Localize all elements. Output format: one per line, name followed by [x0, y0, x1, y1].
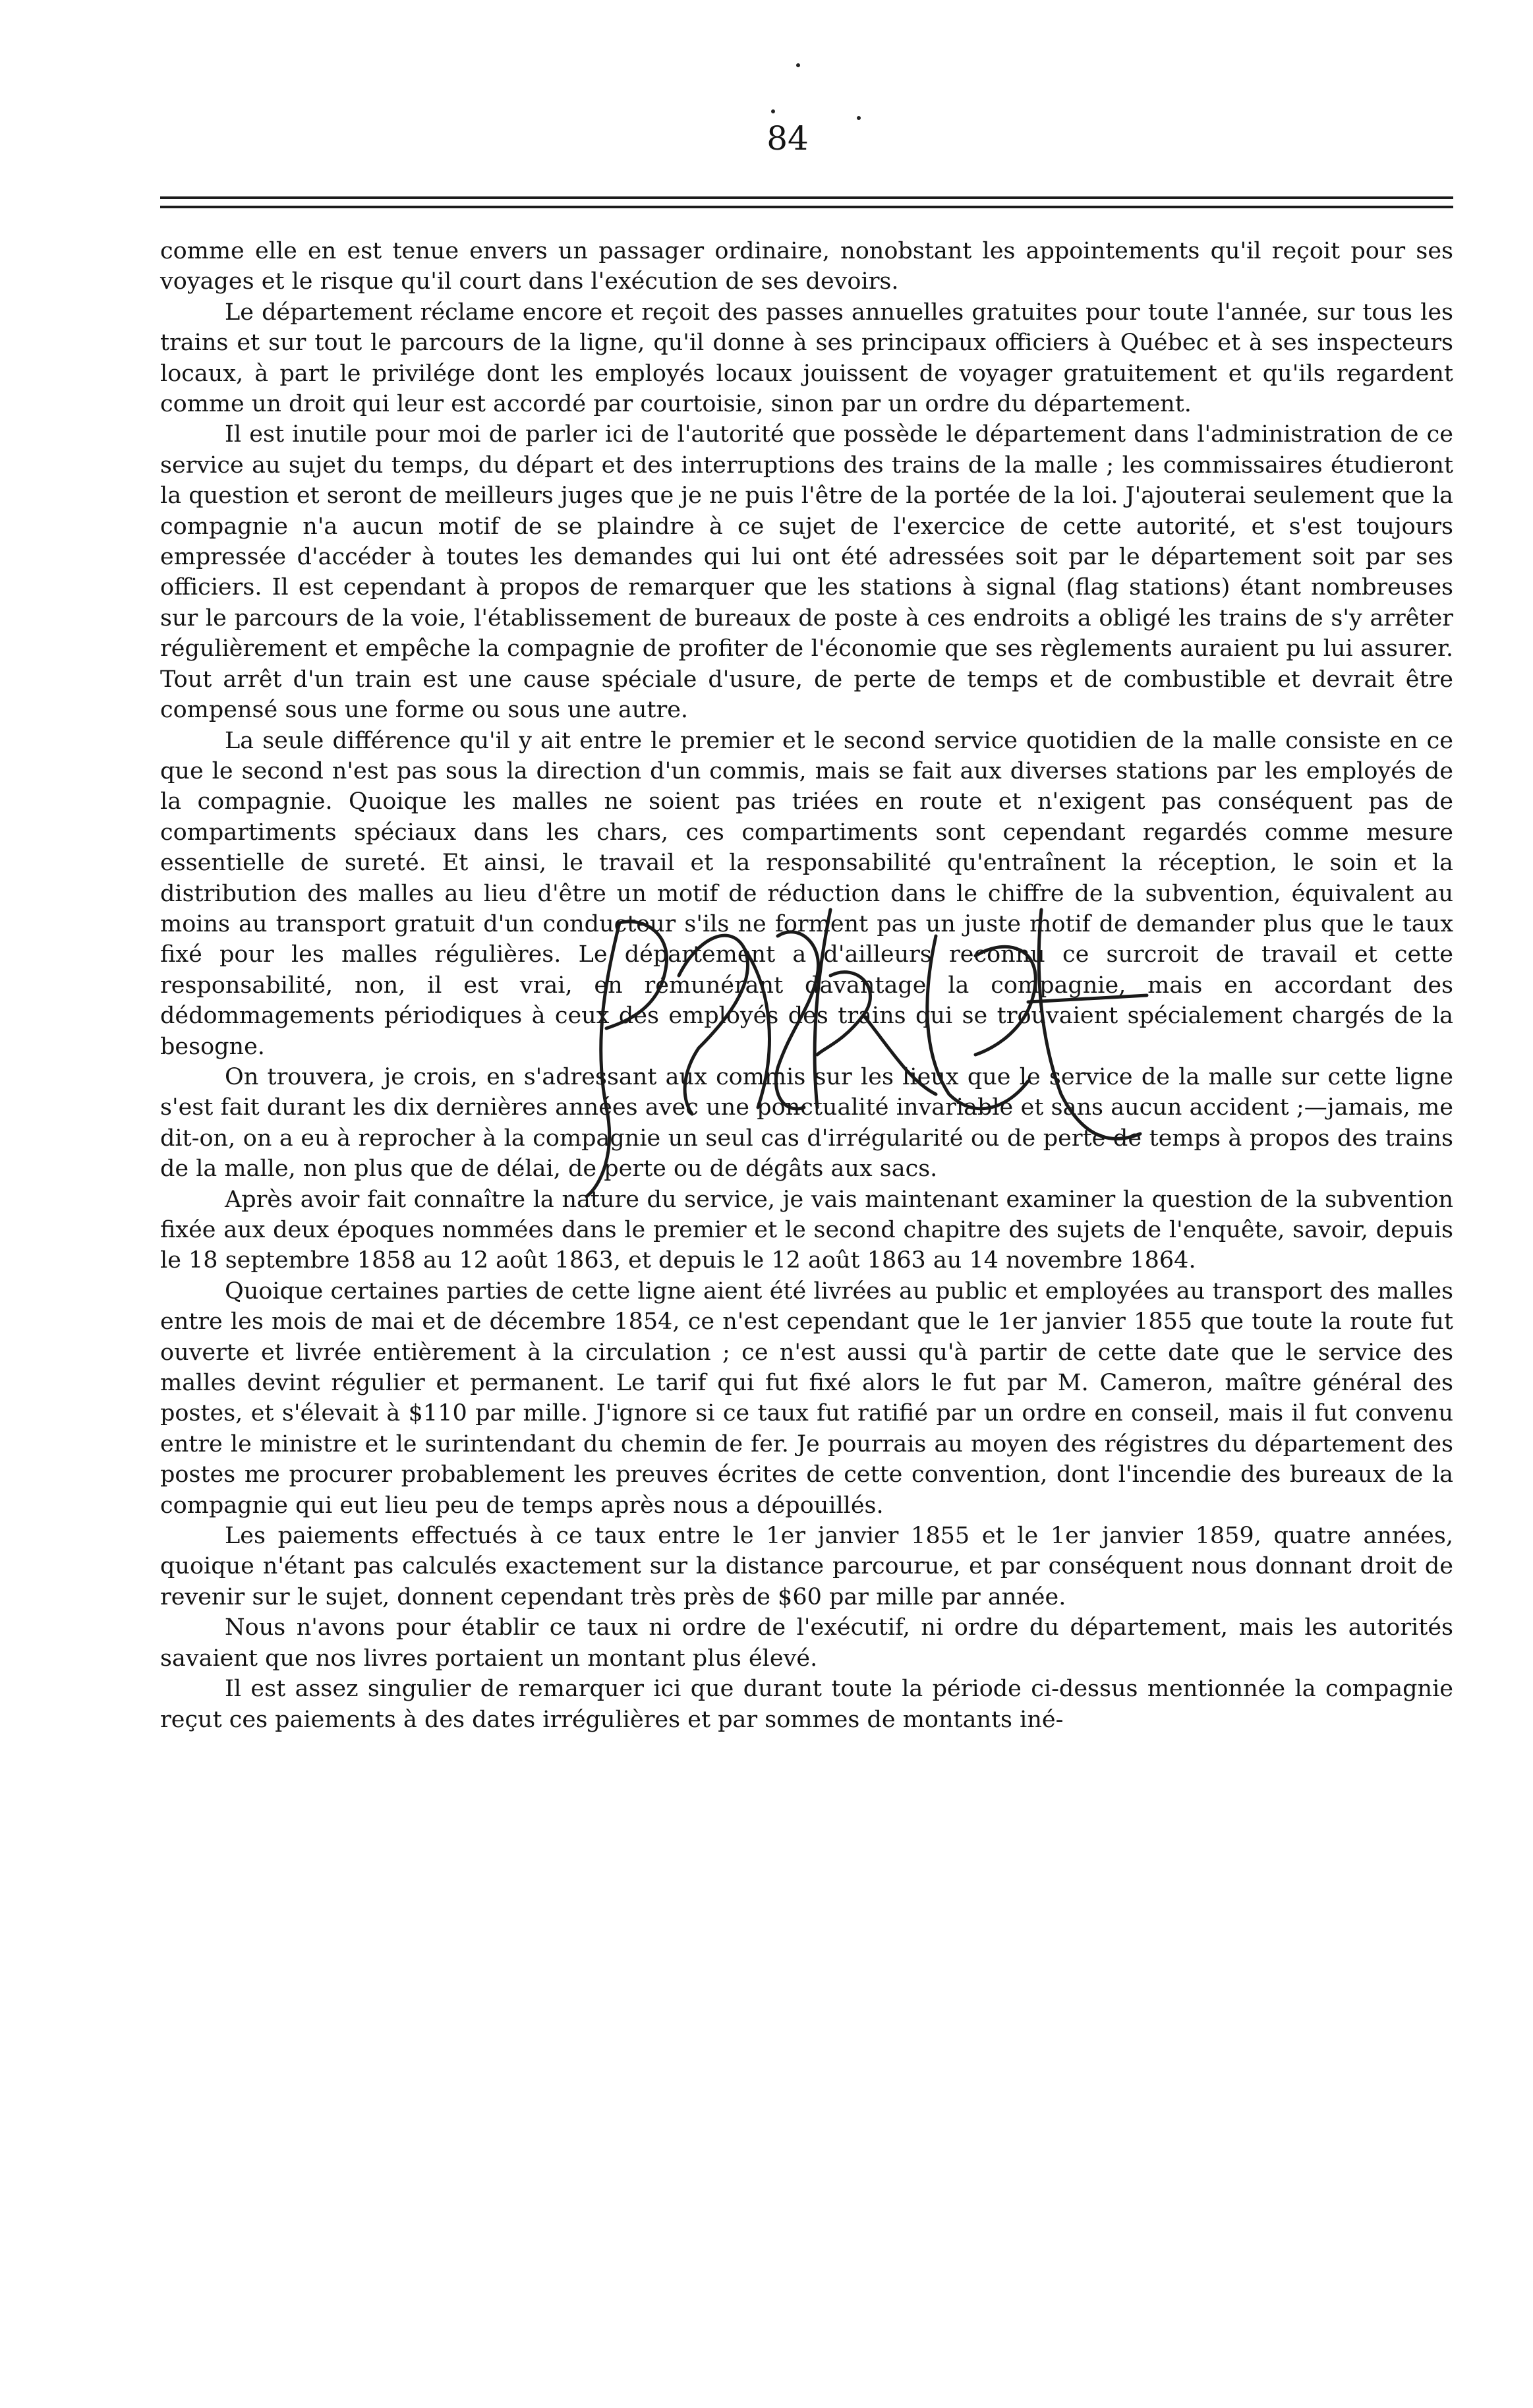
paragraph: La seule différence qu'il y ait entre le premier et le second service quotidien de la malle consiste en ce que le second n'est pas sous la direction d'un commis, mais se fait aux diverses stations par les employés de la compagnie. Quoique les malles ne soient pas triées en route et n'exigent pas conséquent pas de compartiments spéciaux dans les chars, ces compartiments sont cependant regardés comme mesure essentielle de sureté. Et ainsi, le travail et la responsabilité qu'entraînent la réception, le soin et la distribution des malles au lieu d'être un motif de réduction dans le chiffre de la subvention, équivalent au moins au transport gratuit d'un conducteur s'ils ne forment pas un juste motif de demander plus que le taux fixé pour les malles régulières. Le département a d'ailleurs reconnu ce surcroit de travail et cette responsabilité, non, il est vrai, en rémunérant davantage la compagnie, mais en accordant des dédommagements périodiques à ceux des employés des trains qui se trouvaient spécialement chargés de la besogne.: [160, 727, 1453, 1060]
body-text: [160, 236, 1453, 1735]
paragraph: Le département réclame encore et reçoit des passes annuelles gratuites pour toute l'année, sur tous les trains et sur tout le parcours de la ligne, qu'il donne à ses principaux officiers à Québec et à ses inspecteurs locaux, à part le privilége dont les employés locaux jouissent de voyager gratuitement et qu'ils regardent comme un droit qui leur est accordé par courtoisie, sinon par un ordre du département.: [160, 299, 1453, 418]
header-rule-top: [160, 196, 1453, 199]
speck-mark: [796, 63, 800, 67]
paragraph: Quoique certaines parties de cette ligne aient été livrées au public et employées au transport des malles entre les mois de mai et de décembre 1854, ce n'est cependant que le 1er janvier 1855 que toute la route fut ouverte et livrée entièrement à la circulation ; ce n'est aussi qu'à partir de cette date que le service des malles devint régulier et permanent. Le tarif qui fut fixé alors le fut par M. Cameron, maître général des postes, et s'élevait à $110 par mille. J'ignore si ce taux fut ratifié par un ordre en conseil, mais il fut convenu entre le ministre et le surintendant du chemin de fer. Je pourrais au moyen des régistres du département des postes me procurer probablement les preuves écrites de cette convention, dont l'incendie des bureaux de la compagnie qui eut lieu peu de temps après nous a dépouillés.: [160, 1277, 1453, 1519]
paragraph: Nous n'avons pour établir ce taux ni ordre de l'exécutif, ni ordre du département, mais les autorités savaient que nos livres portaient un montant plus élevé.: [160, 1614, 1453, 1672]
header-rule-bottom: [160, 206, 1453, 208]
paragraph: Il est inutile pour moi de parler ici de l'autorité que possède le département dans l'administration de ce service au sujet du temps, du départ et des interruptions des trains de la malle ; les commissaires étudieront la question et seront de meilleurs juges que je ne puis l'être de la portée de la loi. J'ajouterai seulement que la compagnie n'a aucun motif de se plaindre à ce sujet de l'exercice de cette autorité, et s'est toujours empressée d'accéder à toutes les demandes qui lui ont été adressées soit par le département soit par ses officiers. Il est cependant à propos de remarquer que les stations à signal (flag stations) étant nombreuses sur le parcours de la voie, l'établissement de bureaux de poste à ces endroits a obligé les trains de s'y arrêter régulièrement et empêche la compagnie de profiter de l'économie que ses règlements auraient pu lui assurer. Tout arrêt d'un train est une cause spéciale d'usure, de perte de temps et de combustible et devrait être compensé sous une forme ou sous une autre.: [160, 421, 1453, 724]
paragraph: Après avoir fait connaître la nature du service, je vais maintenant examiner la question de la subvention fixée aux deux époques nommées dans le premier et le second chapitre des sujets de l'enquête, savoir, depuis le 18 septembre 1858 au 12 août 1863, et depuis le 12 août 1863 au 14 novembre 1864.: [160, 1186, 1453, 1274]
speck-mark: [857, 116, 861, 120]
paragraph: Les paiements effectués à ce taux entre le 1er janvier 1855 et le 1er janvier 1859, quatre années, quoique n'étant pas calculés exactement sur la distance parcourue, et par conséquent nous donnant droit de revenir sur le sujet, donnent cependant très près de $60 par mille par année.: [160, 1523, 1453, 1610]
paragraph: On trouvera, je crois, en s'adressant aux commis sur les lieux que le service de la malle sur cette ligne s'est fait durant les dix dernières années avec une ponctualité invariable et sans aucun accident ;—jamais, me dit-on, on a eu à reprocher à la compagnie un seul cas d'irrégularité ou de perte de temps à propos des trains de la malle, non plus que de délai, de perte ou de dégâts aux sacs.: [160, 1063, 1453, 1183]
speck-mark: [771, 109, 775, 113]
paragraph: comme elle en est tenue envers un passager ordinaire, nonobstant les appointements qu'il reçoit pour ses voyages et le risque qu'il court dans l'exécution de ses devoirs.: [160, 238, 1453, 295]
paragraph: Il est assez singulier de remarquer ici que durant toute la période ci-dessus mentionnée la compagnie reçut ces paiements à des dates irrégulières et par sommes de montants iné-: [160, 1676, 1453, 1733]
page-number: 84: [767, 119, 809, 158]
